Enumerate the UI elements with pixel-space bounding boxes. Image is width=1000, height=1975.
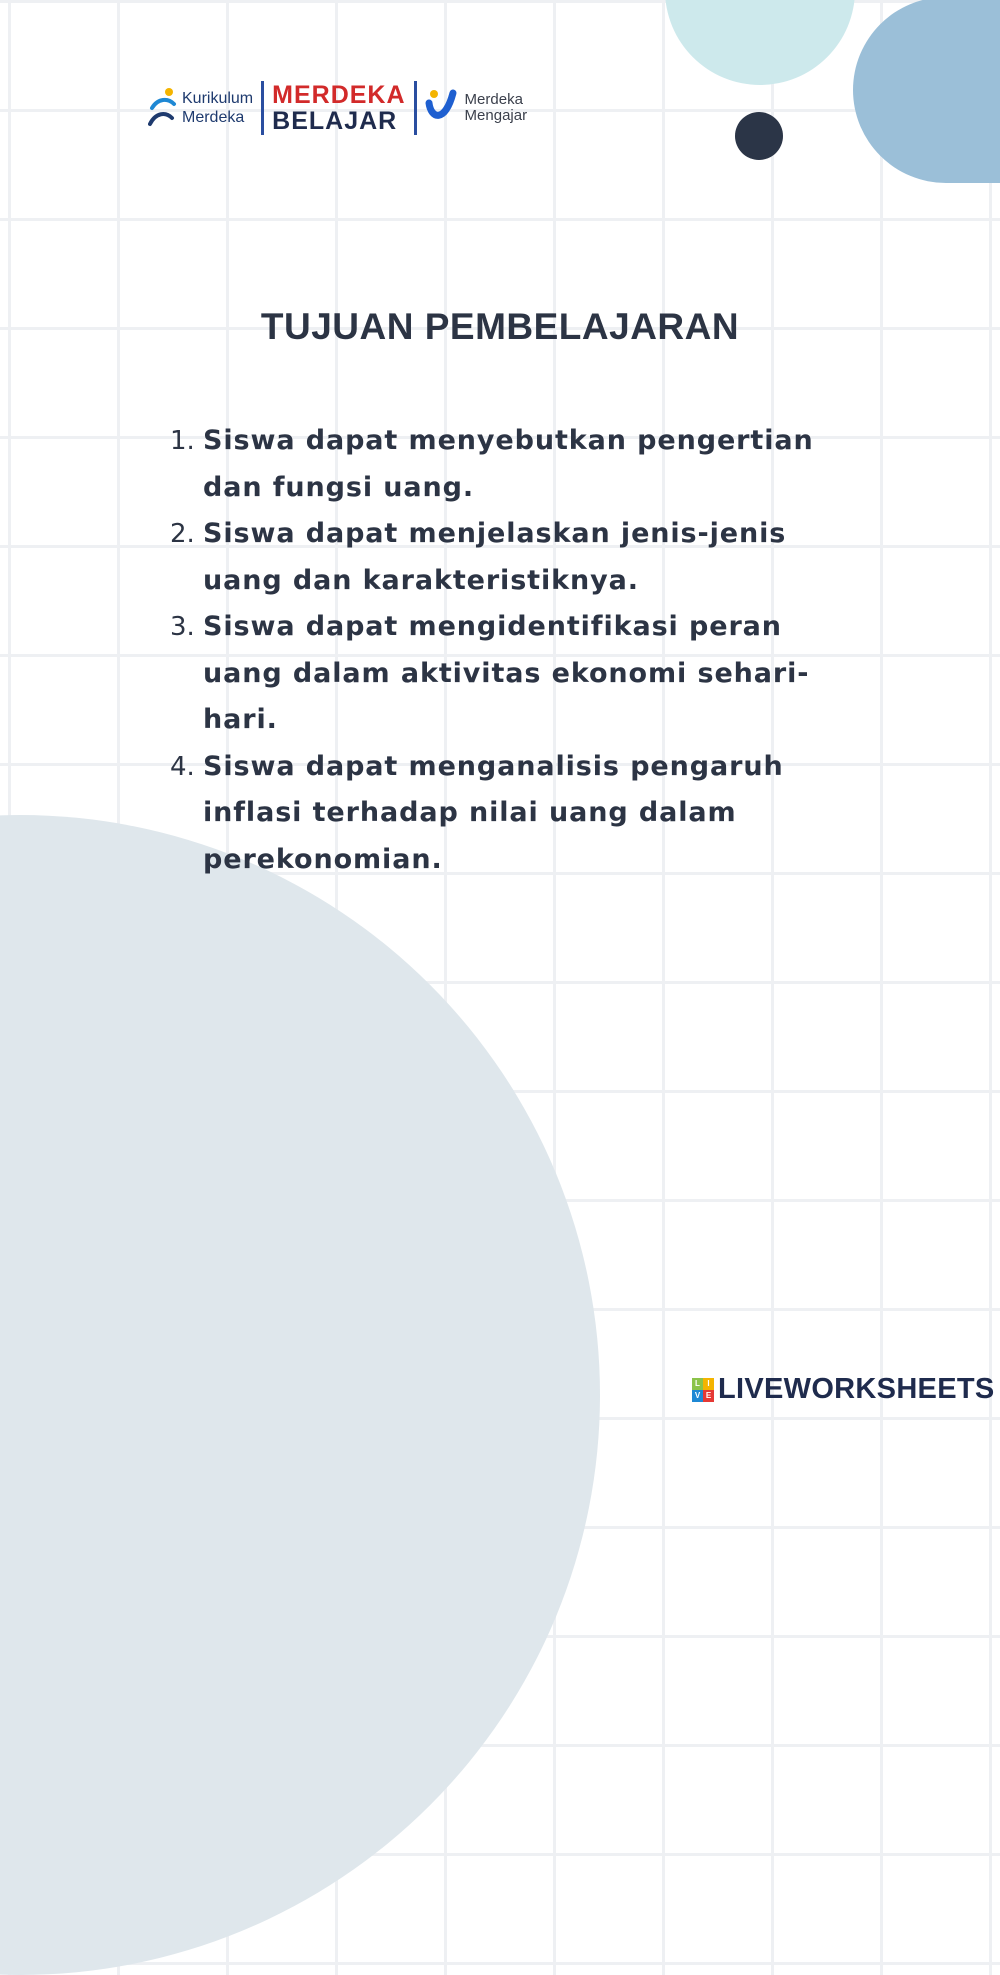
merdeka-belajar-line1: MERDEKA (272, 81, 406, 109)
kurikulum-logo-line2: Merdeka (182, 109, 245, 126)
merdeka-belajar-line2: BELAJAR (272, 107, 398, 135)
merdeka-mengajar-icon (425, 85, 459, 131)
list-item-text: Siswa dapat menjelaskan jenis-jenis uang dan karakteristiknya. (203, 518, 787, 596)
page-title: TUJUAN PEMBELAJARAN (260, 306, 740, 347)
logo-divider (261, 81, 264, 135)
list-item (170, 604, 850, 744)
liveworksheets-wordmark: LIVEWORKSHEETS (718, 1373, 995, 1405)
list-item-number: 4. (170, 751, 195, 782)
brand-icon-letter: V (692, 1390, 703, 1402)
merdeka-belajar-logo (272, 82, 405, 134)
merdeka-mengajar-line2: Mengajar (464, 107, 528, 124)
objectives-list (170, 418, 850, 883)
merdeka-mengajar-line1: Merdeka (464, 91, 523, 108)
kurikulum-logo-line1: Kurikulum (182, 90, 254, 107)
list-item-number: 3. (170, 612, 195, 642)
merdeka-mengajar-logo (425, 85, 528, 131)
liveworksheets-icon (692, 1378, 714, 1402)
liveworksheets-brand[interactable] (692, 1373, 995, 1406)
decorative-circle-light (665, 0, 855, 85)
brand-icon-letter: I (703, 1378, 714, 1390)
logo-divider (414, 81, 417, 135)
kurikulum-merdeka-icon (148, 84, 178, 132)
brand-icon-letter: L (692, 1378, 703, 1390)
brand-icon-letter: E (703, 1390, 714, 1402)
decorative-circle-blue (853, 0, 1000, 183)
list-item (170, 511, 850, 604)
list-item-text: Siswa dapat mengidentifikasi peran uang dalam aktivitas ekonomi sehari-hari. (203, 611, 810, 735)
header-logos (148, 80, 527, 136)
list-item-text: Siswa dapat menganalisis pengaruh inflasi terhadap nilai uang dalam perekonomian. (203, 750, 784, 875)
list-item-number: 2. (170, 519, 195, 549)
kurikulum-merdeka-logo (148, 84, 253, 132)
decorative-circle-large (0, 815, 600, 1975)
list-item (170, 744, 850, 884)
decorative-circle-dark (735, 112, 783, 160)
list-item-number: 1. (170, 426, 195, 456)
list-item (170, 418, 850, 511)
list-item-text: Siswa dapat menyebutkan pengertian dan fungsi uang. (203, 425, 814, 503)
